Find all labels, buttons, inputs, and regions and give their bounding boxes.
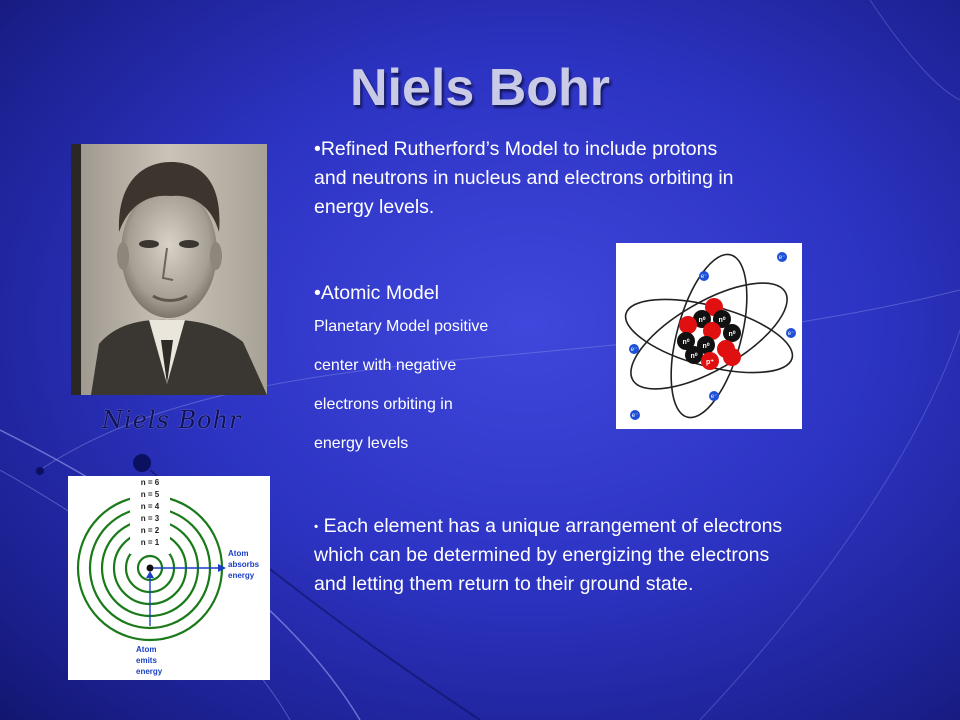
atomic-model-line: electrons orbiting in [314, 396, 453, 413]
emit-label-line: emits [136, 656, 157, 665]
level-label: n = 6 [140, 478, 160, 487]
atomic-model-section [314, 279, 614, 463]
bullet-marker: • [314, 519, 319, 534]
electron-label: e⁻ [787, 331, 795, 337]
electron-label: e⁻ [700, 274, 708, 280]
atomic-model-line: Planetary Model positive [314, 318, 489, 335]
level-label: n = 1 [140, 538, 160, 547]
slide-title: Niels Bohr [349, 59, 611, 117]
electron-label: e⁻ [778, 255, 786, 261]
emit-label-line: Atom [136, 645, 157, 654]
emit-label-line: energy [136, 667, 163, 676]
atomic-model-heading: •Atomic Model [314, 282, 439, 304]
bohr-atom-diagram [616, 243, 802, 429]
bullet-refined-model: •Refined Rutherford’s Model to include protons and neutrons in nucleus and electrons orbiting in energy levels. [314, 138, 734, 218]
neutron-label: n⁰ [728, 331, 736, 338]
absorb-label-line: Atom [228, 549, 249, 558]
neutron-label: n⁰ [718, 317, 726, 324]
absorb-label-line: energy [228, 571, 255, 580]
absorb-label-line: absorbs [228, 560, 260, 569]
neutron-label: n⁰ [690, 353, 698, 360]
energy-levels-diagram [68, 476, 270, 680]
atomic-model-line: center with negative [314, 357, 457, 374]
bullet-unique-arrangement [314, 512, 784, 599]
portrait-signature-caption: Niels Bohr [102, 406, 242, 434]
electron-label: e⁻ [710, 394, 718, 400]
atomic-model-line: energy levels [314, 435, 409, 452]
proton-label: p⁺ [706, 359, 714, 366]
electron-label: e⁻ [630, 347, 638, 353]
neutron-label: n⁰ [682, 339, 690, 346]
neutron-label: n⁰ [698, 317, 706, 324]
niels-bohr-portrait [71, 144, 267, 395]
bullet-unique-arrangement-text: Each element has a unique arrangement of electrons which can be determined by energizing the electrons and letting them return to their ground state. [314, 515, 783, 596]
level-label: n = 4 [140, 502, 160, 511]
neutron-label: n⁰ [702, 343, 710, 350]
level-label: n = 5 [140, 490, 160, 499]
level-label: n = 3 [140, 514, 160, 523]
electron-label: e⁻ [631, 413, 639, 419]
level-label: n = 2 [140, 526, 160, 535]
